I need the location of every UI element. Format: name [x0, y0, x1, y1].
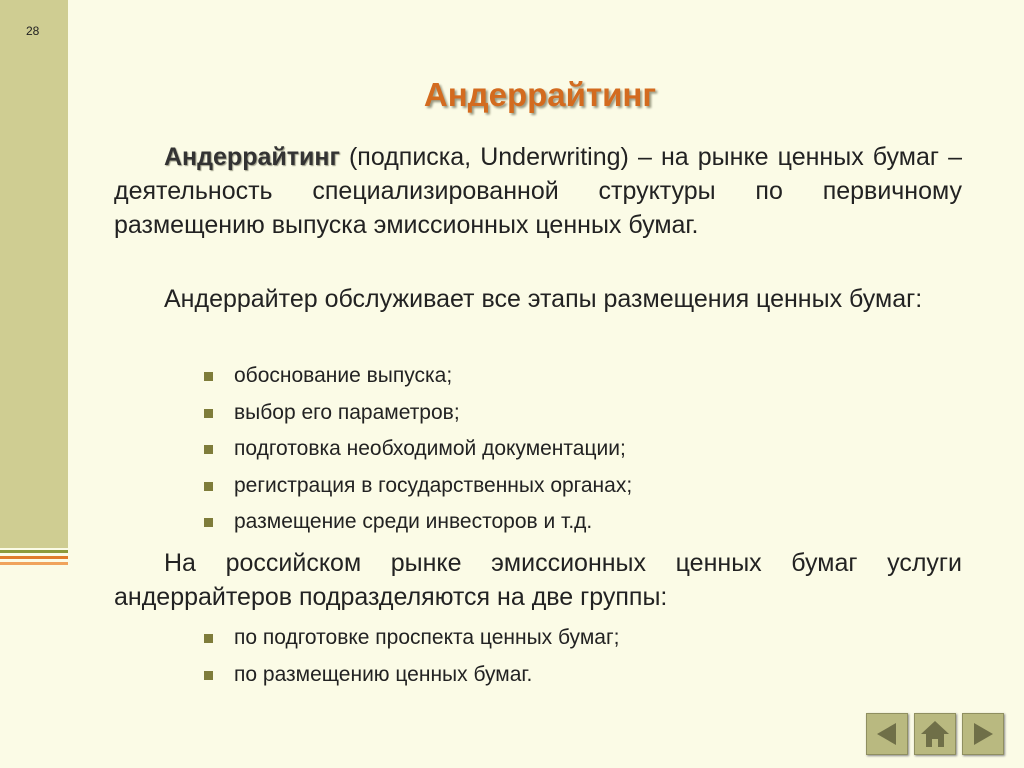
bullet-icon: [204, 372, 213, 381]
definition-text: (подписка, Underwriting) – на рынке ценных бумаг – деятельность специализированной структуры по первичному размещению выпуска эмиссионных ценных бумаг.: [114, 143, 962, 239]
slide-number: 28: [26, 24, 40, 38]
list-item: обоснование выпуска;: [204, 362, 632, 399]
bullet-icon: [204, 482, 213, 491]
slide-title: Андеррайтинг: [423, 76, 657, 113]
stages-list: [204, 362, 632, 545]
arrow-right-icon: [968, 719, 998, 749]
paragraph-definition: [114, 140, 962, 242]
home-button[interactable]: [914, 713, 956, 755]
list-item: размещение среди инвесторов и т.д.: [204, 508, 632, 545]
next-button[interactable]: [962, 713, 1004, 755]
paragraph-groups: На российском рынке эмиссионных ценных бумаг услуги андеррайтеров подразделяются на две группы:: [114, 549, 962, 611]
home-icon: [919, 718, 951, 750]
list-item: регистрация в государственных органах;: [204, 472, 632, 509]
prev-button[interactable]: [866, 713, 908, 755]
bullet-icon: [204, 671, 213, 680]
list-item: по подготовке проспекта ценных бумаг;: [204, 624, 619, 661]
stripe-orange-light: [0, 562, 68, 565]
arrow-left-icon: [872, 719, 902, 749]
bullet-icon: [204, 634, 213, 643]
bullet-icon: [204, 409, 213, 418]
stripe-green: [0, 550, 68, 553]
paragraph-underwriter: Андеррайтер обслуживает все этапы размещения ценных бумаг:: [164, 285, 923, 313]
bullet-icon: [204, 445, 213, 454]
list-item: подготовка необходимой документации;: [204, 435, 632, 472]
bullet-icon: [204, 518, 213, 527]
list-item: выбор его параметров;: [204, 399, 632, 436]
stripe-orange: [0, 556, 68, 559]
list-item: по размещению ценных бумаг.: [204, 661, 619, 698]
groups-list: [204, 624, 619, 697]
term-underwriting: Андеррайтинг: [164, 143, 340, 171]
